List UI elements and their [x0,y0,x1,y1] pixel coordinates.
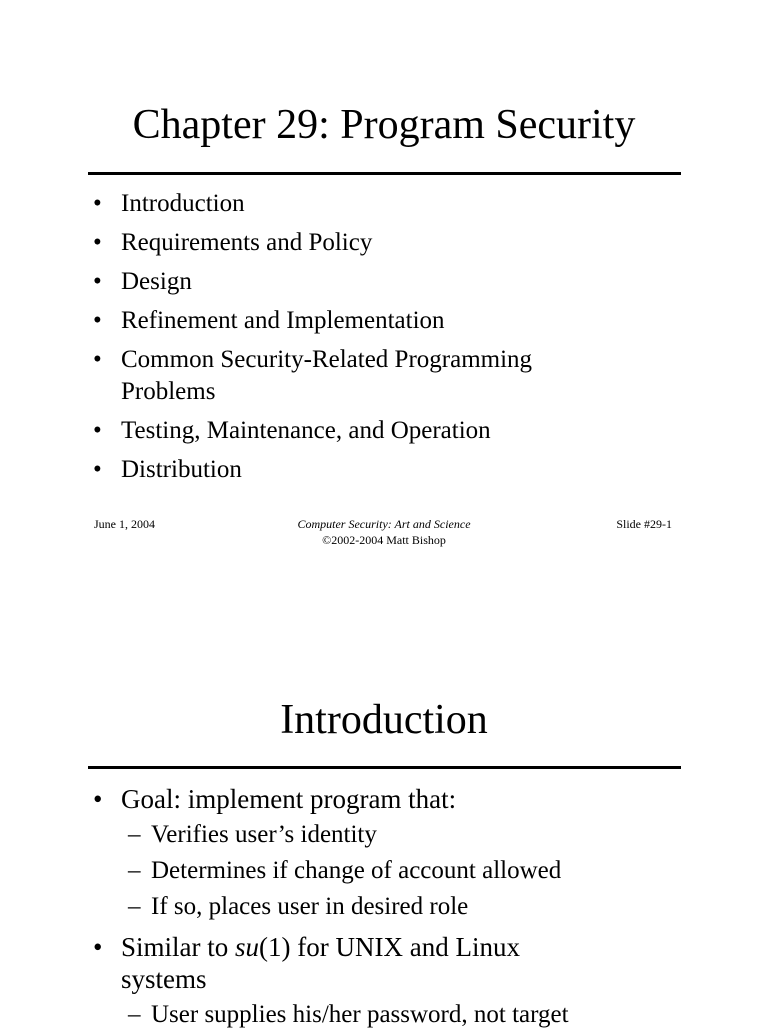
bullet-list [0,783,768,1031]
bullet-icon: • [93,346,102,373]
slide-2 [0,640,768,1028]
list-item [0,454,601,486]
bullet-text: Introduction [121,190,245,217]
bullet-text-prefix: Similar to [121,932,235,962]
bullet-text: Distribution [121,456,242,483]
footer-copyright: ©2002-2004 Matt Bishop [322,533,446,547]
bullet-text: Testing, Maintenance, and Operation [121,417,491,444]
title-rule [88,172,681,175]
list-item [0,305,601,337]
bullet-text: Requirements and Policy [121,229,373,256]
bullet-icon: • [93,417,102,444]
dash-icon: – [128,821,141,848]
bullet-icon: • [93,784,103,814]
bullet-icon: • [93,456,102,483]
sub-list-item [0,999,631,1031]
bullet-icon: • [93,932,103,962]
bullet-icon: • [93,307,102,334]
sub-bullet-text: Verifies user’s identity [151,821,377,848]
dash-icon: – [128,857,141,884]
footer-date: June 1, 2004 [94,517,155,531]
list-item [0,415,601,447]
list-item [0,188,601,220]
footer-book-title: Computer Security: Art and Science [297,517,471,531]
list-item [0,931,591,995]
bullet-text: Refinement and Implementation [121,307,445,334]
list-item [0,783,591,815]
command-name: su [235,932,260,962]
bullet-icon: • [93,268,102,295]
slide-title: Chapter 29: Program Security [132,102,636,148]
sub-bullet-text: Determines if change of account allowed [151,857,562,884]
title-rule [88,766,681,769]
slide-title: Introduction [280,697,488,743]
footer-slide-number: Slide #29-1 [616,517,672,531]
bullet-icon: • [93,229,102,256]
bullet-text-suffix: (1) for UNIX and Linux systems [121,932,520,994]
sub-bullet-text: If so, places user in desired role [151,893,469,920]
sub-list-item [0,819,631,851]
list-item [0,266,601,298]
bullet-text: Goal: implement program that: [121,784,457,814]
list-item [0,227,601,259]
sub-list-item [0,891,631,923]
bullet-list [0,188,768,493]
bullet-text: Design [121,268,192,295]
bullet-icon: • [93,190,102,217]
bullet-text: Common Security-Related Programming Problems [121,346,533,405]
list-item [0,344,601,408]
dash-icon: – [128,1001,141,1028]
sub-list-item [0,855,631,887]
sub-bullet-text: User supplies his/her password, not target [151,1001,569,1028]
dash-icon: – [128,893,141,920]
